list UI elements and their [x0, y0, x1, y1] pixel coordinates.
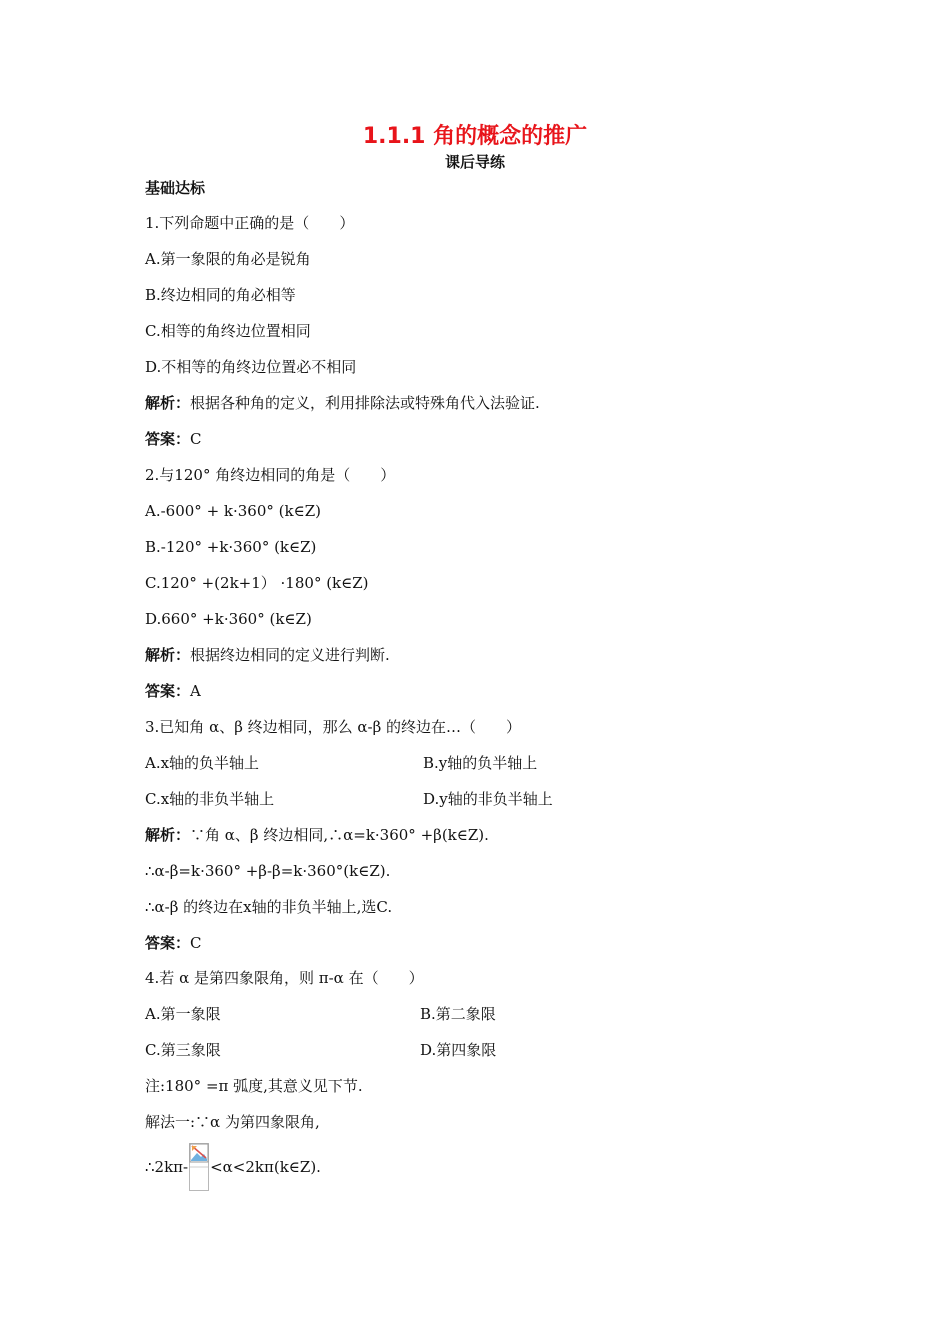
q3-answer-value: C [190, 934, 202, 952]
q3-analysis-line3: ∴α-β 的终边在x轴的非负半轴上,选C. [145, 898, 393, 916]
page-title: 1.1.1 角的概念的推广 [362, 124, 588, 149]
q1-option-b: B.终边相同的角必相等 [145, 286, 296, 304]
q3-stem: 3.已知角 α、β 终边相同，那么 α-β 的终边在…（ ） [145, 718, 522, 736]
q2-answer [145, 681, 201, 701]
q4-inequality-right: <α<2kπ(k∈Z). [210, 1158, 321, 1176]
q4-method1: 解法一:∵α 为第四象限角, [145, 1113, 320, 1131]
q3-analysis-line2: ∴α-β=k·360° +β-β=k·360°(k∈Z). [145, 862, 391, 880]
q4-stem: 4.若 α 是第四象限角，则 π-α 在（ ） [145, 969, 424, 987]
q2-stem: 2.与120° 角终边相同的角是（ ） [145, 466, 396, 484]
q2-answer-label: 答案： [145, 682, 191, 700]
broken-image-icon [189, 1143, 209, 1191]
q1-analysis-text: 根据各种角的定义，利用排除法或特殊角代入法验证. [190, 394, 540, 412]
q1-option-c: C.相等的角终边位置相同 [145, 322, 311, 340]
q3-answer-label: 答案： [145, 934, 191, 952]
q3-option-d: D.y轴的非负半轴上 [423, 790, 553, 808]
q3-option-c: C.x轴的非负半轴上 [145, 790, 275, 808]
q4-inequality [145, 1142, 321, 1190]
q3-analysis-label: 解析： [145, 826, 191, 844]
q4-option-d: D.第四象限 [420, 1041, 497, 1059]
q4-inequality-left: ∴2kπ- [145, 1158, 189, 1176]
q2-analysis-label: 解析： [145, 646, 191, 664]
q4-option-c: C.第三象限 [145, 1041, 221, 1059]
q2-analysis-text: 根据终边相同的定义进行判断. [190, 646, 390, 664]
q3-option-a: A.x轴的负半轴上 [145, 754, 260, 772]
q1-option-a: A.第一象限的角必是锐角 [145, 250, 311, 268]
q1-analysis [145, 393, 540, 413]
section-heading: 基础达标 [145, 179, 206, 197]
page-subtitle: 课后导练 [444, 153, 505, 171]
q2-option-d: D.660° +k·360° (k∈Z) [145, 610, 312, 628]
q3-answer [145, 933, 202, 953]
q3-option-b: B.y轴的负半轴上 [423, 754, 538, 772]
q3-analysis [145, 825, 489, 845]
q2-answer-value: A [190, 682, 201, 700]
q2-analysis [145, 645, 390, 665]
q2-option-c: C.120° +(2k+1） ·180° (k∈Z) [145, 574, 369, 592]
q4-note: 注:180° =π 弧度,其意义见下节. [145, 1077, 363, 1095]
q1-answer-label: 答案： [145, 430, 191, 448]
q4-option-a: A.第一象限 [145, 1005, 221, 1023]
q1-option-d: D.不相等的角终边位置必不相同 [145, 358, 357, 376]
q1-analysis-label: 解析： [145, 394, 191, 412]
q2-option-b: B.-120° +k·360° (k∈Z) [145, 538, 317, 556]
q2-option-a: A.-600° + k·360° (k∈Z) [145, 502, 321, 520]
q1-answer-value: C [190, 430, 202, 448]
q3-analysis-text: ∵角 α、β 终边相同,∴α=k·360° +β(k∈Z). [190, 826, 489, 844]
q1-answer [145, 429, 202, 449]
q1-stem: 1.下列命题中正确的是（ ） [145, 214, 355, 232]
q4-option-b: B.第二象限 [420, 1005, 496, 1023]
